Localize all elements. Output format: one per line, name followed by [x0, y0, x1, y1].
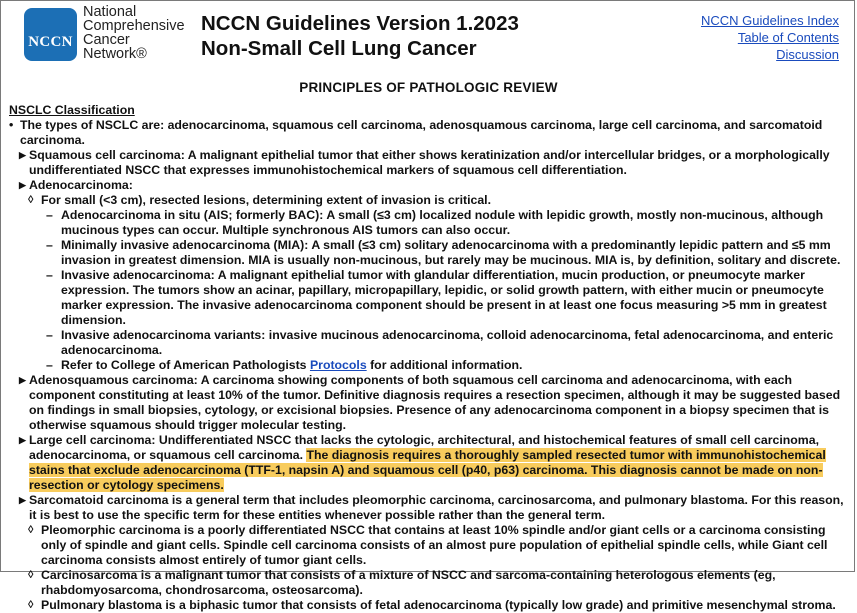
- guidelines-index-link[interactable]: NCCN Guidelines Index: [700, 13, 839, 28]
- cap-protocols-link[interactable]: Protocols: [309, 358, 367, 372]
- triangle-bullet-icon: ▶: [19, 495, 26, 505]
- logo-text: NCCN: [28, 34, 73, 50]
- list-item: ◊ Pleomorphic carcinoma is a poorly differentiated NSCC that contains at least 10% spindle and/or giant cells or a carcinoma consisting only of spindle and giant cells. Spindle cell carcinoma consists of an almost pure population of epithelial spindle cells, while Giant cell carcinoma consists almost entirely of tumor giant cells.: [28, 523, 828, 567]
- org-line: Network®: [83, 46, 147, 62]
- highlighted-text: The diagnosis requires a thoroughly sampled resected tumor with immunohistochemical stains that exclude adenocarcinoma (TTF-1, napsin A) and squamous cell (p40, p63) carcinoma. This diagnosis cannot be made on non-resection or cytology specimens.: [29, 448, 826, 492]
- diamond-bullet-icon: ◊: [28, 599, 34, 611]
- section-title: PRINCIPLES OF PATHOLOGIC REVIEW: [299, 80, 558, 95]
- title-version: NCCN Guidelines Version 1.2023: [201, 12, 519, 35]
- triangle-bullet-icon: ▶: [19, 435, 26, 445]
- triangle-bullet-icon: ▶: [19, 180, 26, 190]
- nccn-logo: [24, 8, 77, 61]
- dash-bullet-icon: –: [46, 328, 53, 342]
- dash-bullet-icon: –: [46, 208, 53, 222]
- list-item: ▶ Sarcomatoid carcinoma is a general term that includes pleomorphic carcinoma, carcinosarcoma, and pulmonary blastoma. For this reason, it is best to use the specific term for these entities whenever possible rather than the general term.: [19, 493, 844, 522]
- triangle-bullet-icon: ▶: [19, 150, 26, 160]
- diamond-bullet-icon: ◊: [28, 569, 34, 581]
- org-line: Cancer: [83, 32, 130, 48]
- list-item: – Invasive adenocarcinoma variants: invasive mucinous adenocarcinoma, colloid adenocarcinoma, fetal adenocarcinoma, and enteric adenocarcinoma.: [46, 328, 834, 357]
- table-of-contents-link[interactable]: Table of Contents: [737, 30, 839, 45]
- org-line: National: [83, 4, 137, 20]
- title-cancer: Non-Small Cell Lung Cancer: [201, 37, 477, 60]
- list-item: ◊ Pulmonary blastoma is a biphasic tumor that consists of fetal adenocarcinoma (typically low grade) and primitive mesenchymal stroma.: [28, 598, 836, 612]
- list-item: – Adenocarcinoma in situ (AIS; formerly BAC): A small (≤3 cm) localized nodule with lepidic growth, mostly non-mucinous, although mucinous types can occur. Multiple synchronous AIS tumors can also occur.: [46, 208, 824, 237]
- list-item: ▶ Adenosquamous carcinoma: A carcinoma showing components of both squamous cell carcinoma and adenocarcinoma, with each component constituting at least 10% of the tumor. Definitive diagnosis requires a resection specimen, although it may be suggested based on findings in small biopsies, cytology, or excisional biopsies. Presence of any adenocarcinoma component in a biopsy specimen that is otherwise squamous should trigger molecular testing.: [19, 373, 841, 432]
- triangle-bullet-icon: ▶: [19, 375, 26, 385]
- list-item: – Invasive adenocarcinoma: A malignant epithelial tumor with glandular differentiation, mucin production, or pneumocyte marker expression. The tumors show an acinar, papillary, micropapillary, lepidic, or solid growth pattern, with either mucin or pneumocyte marker expression. The invasive adenocarcinoma component should be present in at least one focus measuring >5 mm in greatest dimension.: [46, 268, 827, 327]
- classification-content: [9, 103, 845, 613]
- guideline-title: [201, 11, 519, 61]
- list-item: – Refer to College of American Pathologists Protocols for additional information.: [46, 358, 523, 372]
- diamond-bullet-icon: ◊: [28, 194, 34, 206]
- org-name: [83, 5, 185, 61]
- classification-heading: NSCLC Classification: [9, 103, 135, 117]
- top-links: [701, 12, 839, 63]
- list-item: • The types of NSCLC are: adenocarcinoma, squamous cell carcinoma, adenosquamous carcinoma, large cell carcinoma, and sarcomatoid carcinoma.: [9, 118, 823, 147]
- dash-bullet-icon: –: [46, 238, 53, 252]
- dash-bullet-icon: –: [46, 358, 53, 372]
- diamond-bullet-icon: ◊: [28, 524, 34, 536]
- list-item: ▶ Squamous cell carcinoma: A malignant epithelial tumor that either shows keratinization and/or intercellular bridges, or a morphologically undifferentiated NSCC that expresses immunohistochemical markers of squamous cell differentiation.: [19, 148, 830, 177]
- list-item: ▶ Adenocarcinoma:: [19, 178, 133, 192]
- list-item: ◊ For small (<3 cm), resected lesions, determining extent of invasion is critical.: [28, 193, 492, 207]
- discussion-link[interactable]: Discussion: [776, 47, 839, 62]
- list-item: ▶ Large cell carcinoma: Undifferentiated NSCC that lacks the cytologic, architectural, and histochemical features of small cell carcinoma, adenocarcinoma, or squamous cell carcinoma. The diagnosis requires a thoroughly sampled resected tumor with immunohistochemical stains that exclude adenocarcinoma (TTF-1, napsin A) and squamous cell (p40, p63) carcinoma. This diagnosis cannot be made on non-resection or cytology specimens.: [19, 433, 826, 492]
- bullet-icon: •: [9, 118, 14, 132]
- org-line: Comprehensive: [83, 18, 185, 34]
- list-item: – Minimally invasive adenocarcinoma (MIA): A small (≤3 cm) solitary adenocarcinoma with a predominantly lepidic pattern and ≤5 mm invasion in greatest dimension. MIA is usually non-mucinous, but rarely may be mucinous. MIA is, by definition, solitary and discrete.: [46, 238, 841, 267]
- dash-bullet-icon: –: [46, 268, 53, 282]
- list-item: ◊ Carcinosarcoma is a malignant tumor that consists of a mixture of NSCC and sarcoma-containing heterologous elements (eg, rhabdomyosarcoma, chondrosarcoma, osteosarcoma).: [28, 568, 776, 597]
